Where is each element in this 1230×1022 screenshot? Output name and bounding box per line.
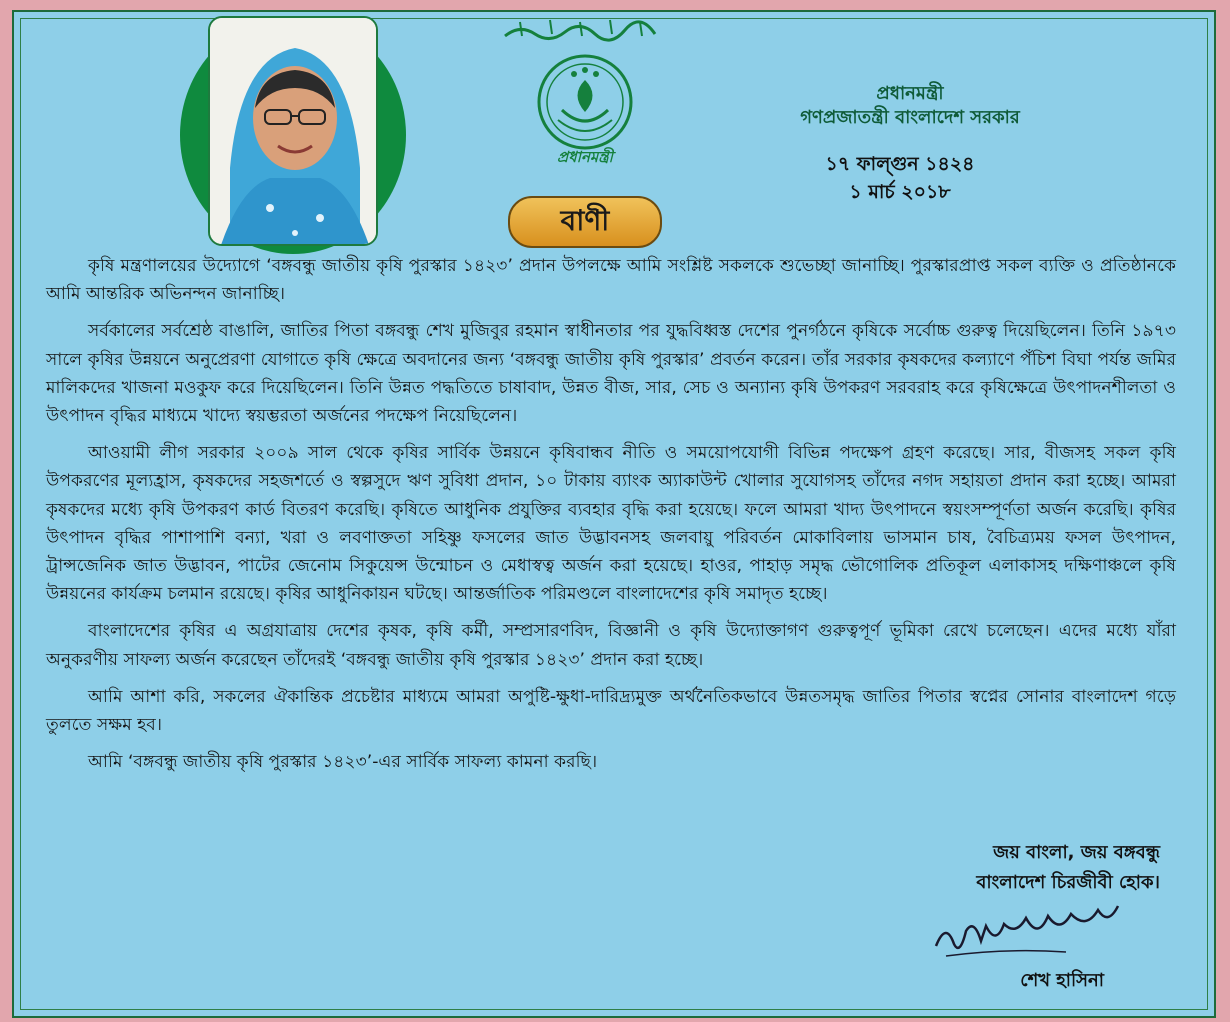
paragraph-6: আমি ‘বঙ্গবন্ধু জাতীয় কৃষি পুরস্কার ১৪২৩’-এর সার্বিক সাফল্য কামনা করছি। — [88, 752, 598, 773]
slogan-joy-bangla: জয় বাংলা, জয় বঙ্গবন্ধু — [993, 842, 1160, 863]
date-bengali: ১৭ ফাল্গুন ১৪২৪ — [825, 153, 975, 175]
signature-image — [926, 896, 1126, 966]
paragraph-4: বাংলাদেশের কৃষির এ অগ্রযাত্রায় দেশের কৃষক, কৃষি কর্মী, সম্প্রসারণবিদ, বিজ্ঞানী ও কৃষি উদ্যোক্তাগণ গুরুত্বপূর্ণ ভূমিকা রেখে চলেছেন। এদের মধ্যে যাঁরা অনুকরণীয় সাফল্য অর্জন করেছেন তাঁদেরই ‘বঙ্গবন্ধু জাতীয় কৃষি পুরস্কার ১৪২৩’ প্রদান করা হচ্ছে। — [46, 621, 1176, 670]
paragraph-5: আমি আশা করি, সকলের ঐকান্তিক প্রচেষ্টার মাধ্যমে আমরা অপুষ্টি-ক্ষুধা-দারিদ্র্যমুক্ত অর্থনৈতিকভাবে উন্নতসমৃদ্ধ জাতির পিতার স্বপ্নের সোনার বাংলাদেশ গড়ে তুলতে সক্ষম হব। — [46, 686, 1176, 736]
slogan-chirojibi: বাংলাদেশ চিরজীবী হোক। — [976, 872, 1160, 893]
paragraph-2: সর্বকালের সর্বশ্রেষ্ঠ বাঙালি, জাতির পিতা বঙ্গবন্ধু শেখ মুজিবুর রহমান স্বাধীনতার পর যুদ্ধবিধ্বস্ত দেশের পুনর্গঠনে কৃষিকে সর্বোচ্চ গুরুত্ব দিয়েছিলেন। তিনি ১৯৭৩ সালে কৃষির উন্নয়নে অনুপ্রেরণা যোগাতে কৃষি ক্ষেত্রে অবদানের জন্য ‘বঙ্গবন্ধু জাতীয় কৃষি পুরস্কার’ প্রবর্তন করেন। তাঁর সরকার কৃষকদের কল্যাণে পঁচিশ বিঘা পর্যন্ত জমির মালিকদের খাজনা মওকুফ করে দিয়েছিলেন। তিনি উন্নত পদ্ধতিতে চাষাবাদ, উন্নত বীজ, সার, সেচ ও অন্যান্য কৃষি উপকরণ সরবরাহ করে কৃষিক্ষেত্রে উৎপাদনশীলতা ও উৎপাদন বৃদ্ধির মাধ্যমে খাদ্যে স্বয়ম্ভরতা অর্জনের পদক্ষেপ নিয়েছিলেন। — [46, 321, 1176, 427]
paragraph-3: আওয়ামী লীগ সরকার ২০০৯ সাল থেকে কৃষির সার্বিক উন্নয়নে কৃষিবান্ধব নীতি ও সময়োপযোগী বিভিন্ন পদক্ষেপ গ্রহণ করেছে। সার, বীজসহ সকল কৃষি উপকরণের মূল্যহ্রাস, কৃষকদের সহজশর্তে ও স্বল্পসুদে ঋণ সুবিধা প্রদান, ১০ টাকায় ব্যাংক অ্যাকাউন্ট খোলার সুযোগসহ তাঁদের নগদ সহায়তা প্রদান করা হচ্ছে। আমরা কৃষকদের মধ্যে কৃষি উপকরণ কার্ড বিতরণ করেছি। কৃষিতে আধুনিক প্রযুক্তির ব্যবহার বৃদ্ধি করা হয়েছে। ফলে আমরা খাদ্য উৎপাদনে স্বয়ংসম্পূর্ণতা অর্জন করেছি। কৃষির উৎপাদন বৃদ্ধির পাশাপাশি বন্যা, খরা ও লবণাক্ততা সহিষ্ণু ফসলের জাত উদ্ভাবনসহ জলবায়ু পরিবর্তন মোকাবিলায় ভাসমান চাষ, বৈচিত্র্যময় ফসল উৎপাদন, ট্রান্সজেনিক জাত উদ্ভাবন, পাটের জেনোম সিকুয়েন্স উন্মোচন ও মেধাস্বত্ব অর্জন করা হয়েছে। হাওর, পাহাড় সমৃদ্ধ ভৌগোলিক প্রতিকূল এলাকাসহ দক্ষিণাঞ্চলে কৃষি উন্নয়নের কার্যক্রম চলমান রয়েছে। কৃষির আধুনিকায়ন ঘটছে। আন্তর্জাতিক পরিমণ্ডলে বাংলাদেশের কৃষি সমাদৃত হচ্ছে। — [46, 443, 1176, 605]
bani-badge: বাণী — [508, 196, 662, 248]
closing-slogans — [880, 838, 1160, 898]
message-date — [770, 150, 1030, 206]
paragraph-1: কৃষি মন্ত্রণালয়ের উদ্যোগে ‘বঙ্গবন্ধু জাতীয় কৃষি পুরস্কার ১৪২৩’ প্রদান উপলক্ষে আমি সংশ্লিষ্ট সকলকে শুভেচ্ছা জানাচ্ছি। পুরস্কারপ্রাপ্ত সকল ব্যক্তি ও প্রতিষ্ঠানকে আমি আন্তরিক অভিনন্দন জানাচ্ছি। — [46, 256, 1176, 305]
office-title: প্রধানমন্ত্রী — [876, 83, 944, 104]
emblem-caption: প্রধানমন্ত্রী — [557, 148, 613, 166]
signer-name: শেখ হাসিনা — [1020, 970, 1104, 991]
office-heading — [700, 82, 1120, 130]
date-gregorian: ১ মার্চ ২০১৮ — [849, 181, 951, 203]
bismillah-calligraphy — [500, 18, 660, 42]
message-body — [46, 252, 1176, 785]
office-subtitle: গণপ্রজাতন্ত্রী বাংলাদেশ সরকার — [800, 107, 1020, 128]
prime-minister-photo — [208, 16, 378, 246]
